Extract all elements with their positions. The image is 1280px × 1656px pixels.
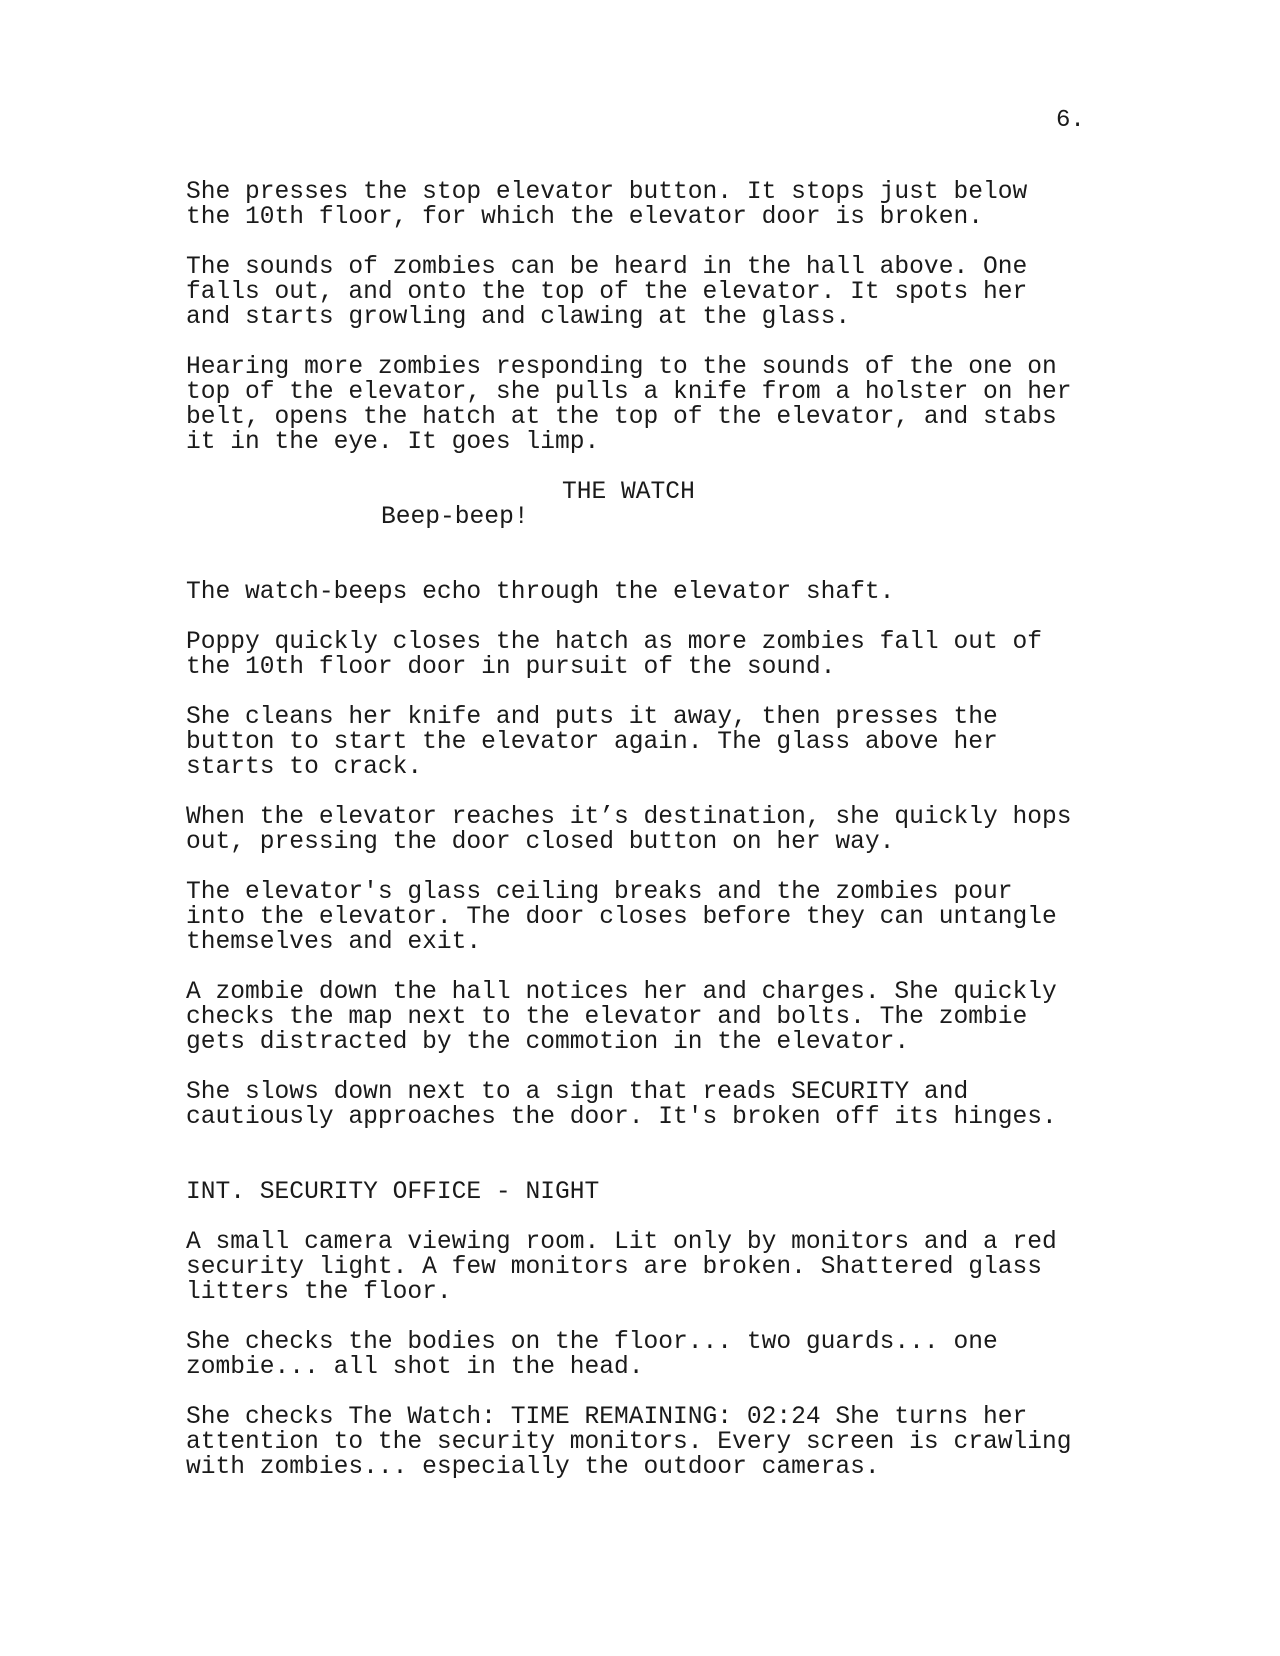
action-line: She cleans her knife and puts it away, then presses the xyxy=(186,704,998,731)
action-line: it in the eye. It goes limp. xyxy=(186,429,600,456)
character-name: THE WATCH xyxy=(562,479,695,506)
action-line: The sounds of zombies can be heard in the hall above. One xyxy=(186,254,1028,281)
action-line: A zombie down the hall notices her and charges. She quickly xyxy=(186,979,1057,1006)
action-line: litters the floor. xyxy=(186,1279,452,1306)
action-line: She checks The Watch: TIME REMAINING: 02:24 She turns her xyxy=(186,1404,1028,1431)
action-line: security light. A few monitors are broken. Shattered glass xyxy=(186,1254,1043,1281)
action-line: zombie... all shot in the head. xyxy=(186,1354,644,1381)
action-line: cautiously approaches the door. It's broken off its hinges. xyxy=(186,1104,1057,1131)
action-line: into the elevator. The door closes before they can untangle xyxy=(186,904,1057,931)
action-line: She presses the stop elevator button. It stops just below xyxy=(186,179,1028,206)
page-number: 6. xyxy=(1056,107,1085,134)
action-line: A small camera viewing room. Lit only by monitors and a red xyxy=(186,1229,1057,1256)
action-line: themselves and exit. xyxy=(186,929,482,956)
action-line: She checks the bodies on the floor... two guards... one xyxy=(186,1329,998,1356)
action-line: with zombies... especially the outdoor cameras. xyxy=(186,1454,880,1481)
action-line: The elevator's glass ceiling breaks and the zombies pour xyxy=(186,879,1013,906)
action-line: attention to the security monitors. Every screen is crawling xyxy=(186,1429,1072,1456)
action-line: out, pressing the door closed button on her way. xyxy=(186,829,895,856)
action-line: and starts growling and clawing at the glass. xyxy=(186,304,851,331)
action-line: Poppy quickly closes the hatch as more zombies fall out of xyxy=(186,629,1043,656)
action-line: Hearing more zombies responding to the sounds of the one on xyxy=(186,354,1057,381)
action-line: The watch-beeps echo through the elevator shaft. xyxy=(186,579,895,606)
action-line: starts to crack. xyxy=(186,754,423,781)
action-line: checks the map next to the elevator and bolts. The zombie xyxy=(186,1004,1028,1031)
action-line: belt, opens the hatch at the top of the elevator, and stabs xyxy=(186,404,1057,431)
action-line: gets distracted by the commotion in the elevator. xyxy=(186,1029,910,1056)
action-line: When the elevator reaches it’s destination, she quickly hops xyxy=(186,804,1072,831)
action-line: button to start the elevator again. The glass above her xyxy=(186,729,998,756)
action-line: the 10th floor door in pursuit of the sound. xyxy=(186,654,836,681)
action-line: top of the elevator, she pulls a knife from a holster on her xyxy=(186,379,1072,406)
scene-heading: INT. SECURITY OFFICE - NIGHT xyxy=(186,1179,600,1206)
action-line: the 10th floor, for which the elevator door is broken. xyxy=(186,204,983,231)
dialogue-line: Beep-beep! xyxy=(381,504,529,531)
action-line: She slows down next to a sign that reads SECURITY and xyxy=(186,1079,969,1106)
action-line: falls out, and onto the top of the elevator. It spots her xyxy=(186,279,1028,306)
